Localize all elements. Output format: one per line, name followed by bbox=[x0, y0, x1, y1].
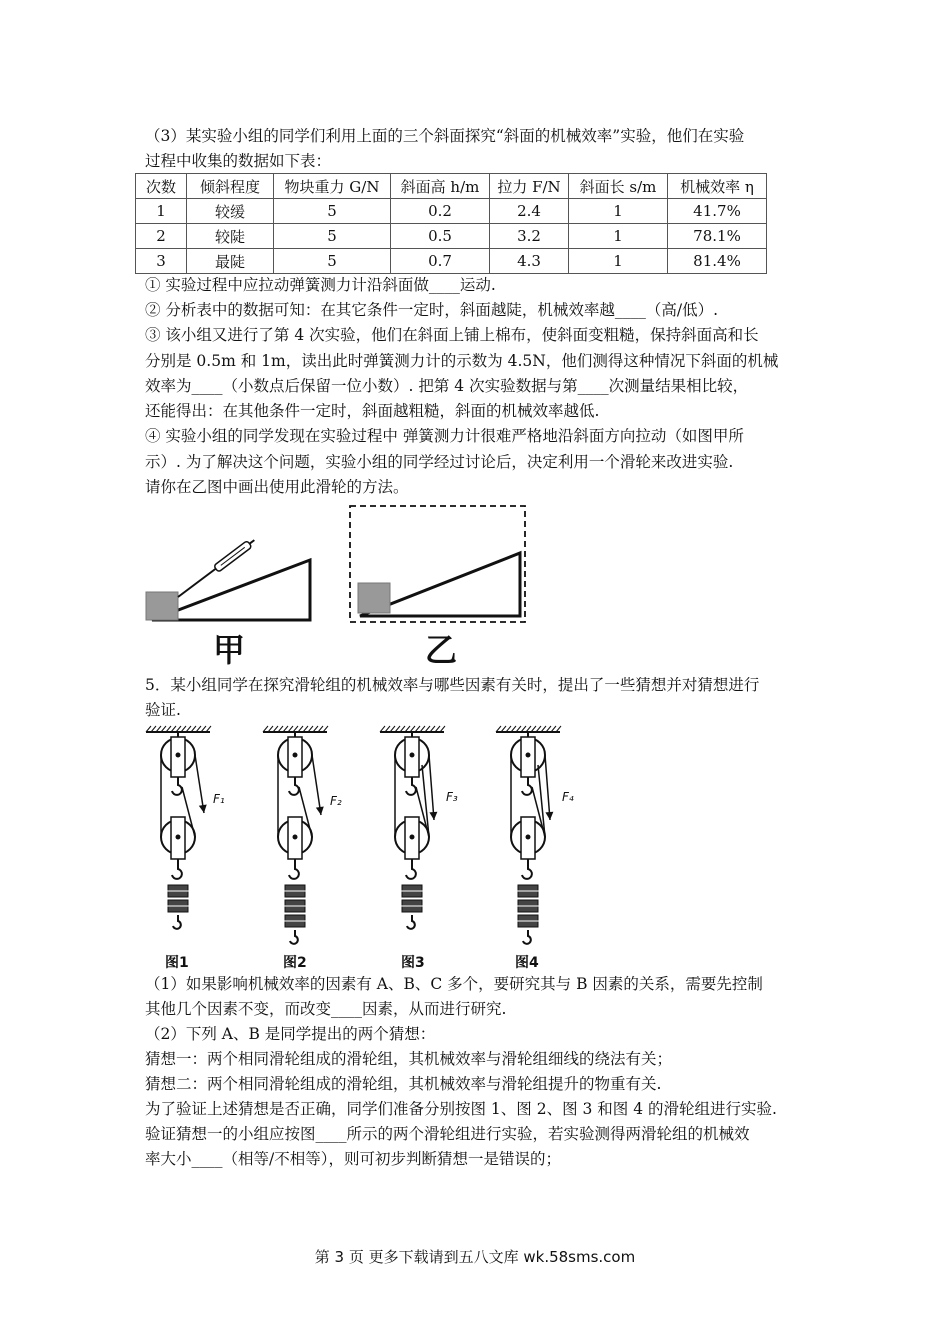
table-header-cell: 拉力 F/N bbox=[490, 174, 569, 199]
q5-line: 猜想一：两个相同滑轮组成的滑轮组，其机械效率与滑轮组细线的绕法有关； bbox=[145, 1050, 673, 1068]
force-label-f3: F₃ bbox=[446, 790, 458, 804]
table-header-cell: 斜面长 s/m bbox=[569, 174, 668, 199]
spring-scale-icon bbox=[214, 537, 257, 572]
hook bbox=[289, 777, 299, 795]
fig-jia-label: 甲 bbox=[213, 631, 246, 669]
hook bbox=[523, 930, 531, 944]
pulley-axle bbox=[176, 753, 181, 758]
block bbox=[146, 592, 178, 620]
q3-line: 示）. 为了解决这个问题，实验小组的同学经过讨论后，决定利用一个滑轮来改进实验. bbox=[145, 453, 734, 471]
hook bbox=[172, 777, 182, 795]
q5-line: 验证猜想一的小组应按图____所示的两个滑轮组进行实验，若实验测得两滑轮组的机械效 bbox=[145, 1125, 750, 1143]
table-cell: 41.7% bbox=[668, 199, 767, 224]
force-arrow bbox=[545, 755, 550, 820]
hook bbox=[406, 777, 416, 795]
hook bbox=[172, 859, 182, 879]
q5-intro-line2: 验证. bbox=[145, 701, 181, 719]
table-cell: 最陡 bbox=[187, 249, 274, 274]
table-header-cell: 次数 bbox=[136, 174, 187, 199]
arrow-head-icon bbox=[545, 812, 553, 820]
force-label-f4: F₄ bbox=[562, 790, 574, 804]
q5-line: （1）如果影响机械效率的因素有 A、B、C 多个，要研究其与 B 因素的关系，需要先控制 bbox=[145, 975, 763, 993]
q3-line: 效率为____（小数点后保留一位小数）. 把第 4 次实验数据与第____次测量结果相比较， bbox=[145, 377, 749, 395]
table-cell: 3.2 bbox=[490, 224, 569, 249]
table-header-cell: 倾斜程度 bbox=[187, 174, 274, 199]
arrow-head-icon bbox=[316, 806, 324, 815]
q5-line: 为了验证上述猜想是否正确，同学们准备分别按图 1、图 2、图 3 和图 4 的滑轮组进行实验. bbox=[145, 1100, 777, 1118]
table-cell: 1 bbox=[569, 249, 668, 274]
incline-figure-yi bbox=[345, 503, 530, 625]
table-header-row bbox=[136, 174, 767, 199]
table-cell: 2 bbox=[136, 224, 187, 249]
table-cell: 5 bbox=[274, 199, 391, 224]
table-cell: 0.2 bbox=[391, 199, 490, 224]
table-header-cell: 物块重力 G/N bbox=[274, 174, 391, 199]
hook bbox=[407, 915, 415, 929]
table-cell: 78.1% bbox=[668, 224, 767, 249]
q3-intro-line2: 过程中收集的数据如下表： bbox=[145, 152, 332, 170]
table-cell: 5 bbox=[274, 249, 391, 274]
table-row bbox=[136, 199, 767, 224]
pulley-axle bbox=[410, 753, 415, 758]
table-cell: 3 bbox=[136, 249, 187, 274]
incline-data-table bbox=[135, 173, 767, 274]
q3-line: 还能得出：在其他条件一定时，斜面越粗糙，斜面的机械效率越低. bbox=[145, 402, 600, 420]
q5-line: 率大小____（相等/不相等），则可初步判断猜想一是错误的； bbox=[145, 1150, 561, 1168]
hook bbox=[522, 777, 532, 795]
q3-intro-line1: （3）某实验小组的同学们利用上面的三个斜面探究“斜面的机械效率”实验，他们在实验 bbox=[145, 127, 745, 145]
force-label-f1: F₁ bbox=[213, 792, 225, 806]
q3-line: ② 分析表中的数据可知：在其它条件一定时，斜面越陡，机械效率越____（高/低）. bbox=[145, 301, 719, 319]
q5-line: 猜想二：两个相同滑轮组成的滑轮组，其机械效率与滑轮组提升的物重有关. bbox=[145, 1075, 662, 1093]
pulley-axle bbox=[293, 835, 298, 840]
table-cell: 1 bbox=[569, 224, 668, 249]
force-arrow bbox=[195, 755, 204, 813]
q5-line: （2）下列 A、B 是同学提出的两个猜想： bbox=[145, 1025, 436, 1043]
arrow-head-icon bbox=[429, 812, 437, 820]
q5-line: 其他几个因素不变，而改变____因素，从而进行研究. bbox=[145, 1000, 507, 1018]
table-cell: 5 bbox=[274, 224, 391, 249]
fig4-caption: 图4 bbox=[515, 955, 539, 971]
hook bbox=[173, 915, 181, 929]
table-cell: 4.3 bbox=[490, 249, 569, 274]
force-arrow bbox=[312, 755, 321, 815]
hook bbox=[406, 859, 416, 879]
fig-yi-label: 乙 bbox=[425, 631, 458, 669]
force-label-f2: F₂ bbox=[330, 794, 342, 808]
fig1-caption: 图1 bbox=[165, 955, 189, 971]
table-cell: 1 bbox=[569, 199, 668, 224]
pulley-axle bbox=[526, 835, 531, 840]
table-header-cell: 机械效率 η bbox=[668, 174, 767, 199]
string bbox=[178, 567, 218, 597]
q3-line: ① 实验过程中应拉动弹簧测力计沿斜面做____运动. bbox=[145, 276, 496, 294]
q5-intro-line1: 5．某小组同学在探究滑轮组的机械效率与哪些因素有关时，提出了一些猜想并对猜想进行 bbox=[145, 676, 760, 694]
table-cell: 较陡 bbox=[187, 224, 274, 249]
hook bbox=[290, 930, 298, 944]
q3-line: 请你在乙图中画出使用此滑轮的方法。 bbox=[145, 478, 409, 496]
table-cell: 0.5 bbox=[391, 224, 490, 249]
pulley-figures bbox=[140, 725, 580, 975]
arrow-head-icon bbox=[199, 804, 207, 813]
table-cell: 1 bbox=[136, 199, 187, 224]
q3-line: ③ 该小组又进行了第 4 次实验，他们在斜面上铺上棉布，使斜面变粗糙，保持斜面高和长 bbox=[145, 326, 759, 344]
pulley-axle bbox=[176, 835, 181, 840]
table-cell: 0.7 bbox=[391, 249, 490, 274]
pulley-axle bbox=[410, 835, 415, 840]
pulley-axle bbox=[526, 753, 531, 758]
hook bbox=[289, 859, 299, 879]
force-arrow bbox=[429, 755, 434, 820]
page-footer: 第 3 页 更多下载请到五八文库 wk.58sms.com bbox=[314, 1248, 636, 1266]
fig3-caption: 图3 bbox=[401, 955, 425, 971]
block bbox=[358, 583, 390, 613]
q3-line: ④ 实验小组的同学发现在实验过程中 弹簧测力计很难严格地沿斜面方向拉动（如图甲所 bbox=[145, 427, 744, 445]
table-cell: 2.4 bbox=[490, 199, 569, 224]
table-row bbox=[136, 224, 767, 249]
fig2-caption: 图2 bbox=[283, 955, 307, 971]
hook bbox=[522, 859, 532, 879]
q3-line: 分别是 0.5m 和 1m，读出此时弹簧测力计的示数为 4.5N，他们测得这种情况下斜面的机械 bbox=[145, 352, 779, 370]
pulley-axle bbox=[293, 753, 298, 758]
table-cell: 较缓 bbox=[187, 199, 274, 224]
table-row bbox=[136, 249, 767, 274]
table-header-cell: 斜面高 h/m bbox=[391, 174, 490, 199]
table-cell: 81.4% bbox=[668, 249, 767, 274]
